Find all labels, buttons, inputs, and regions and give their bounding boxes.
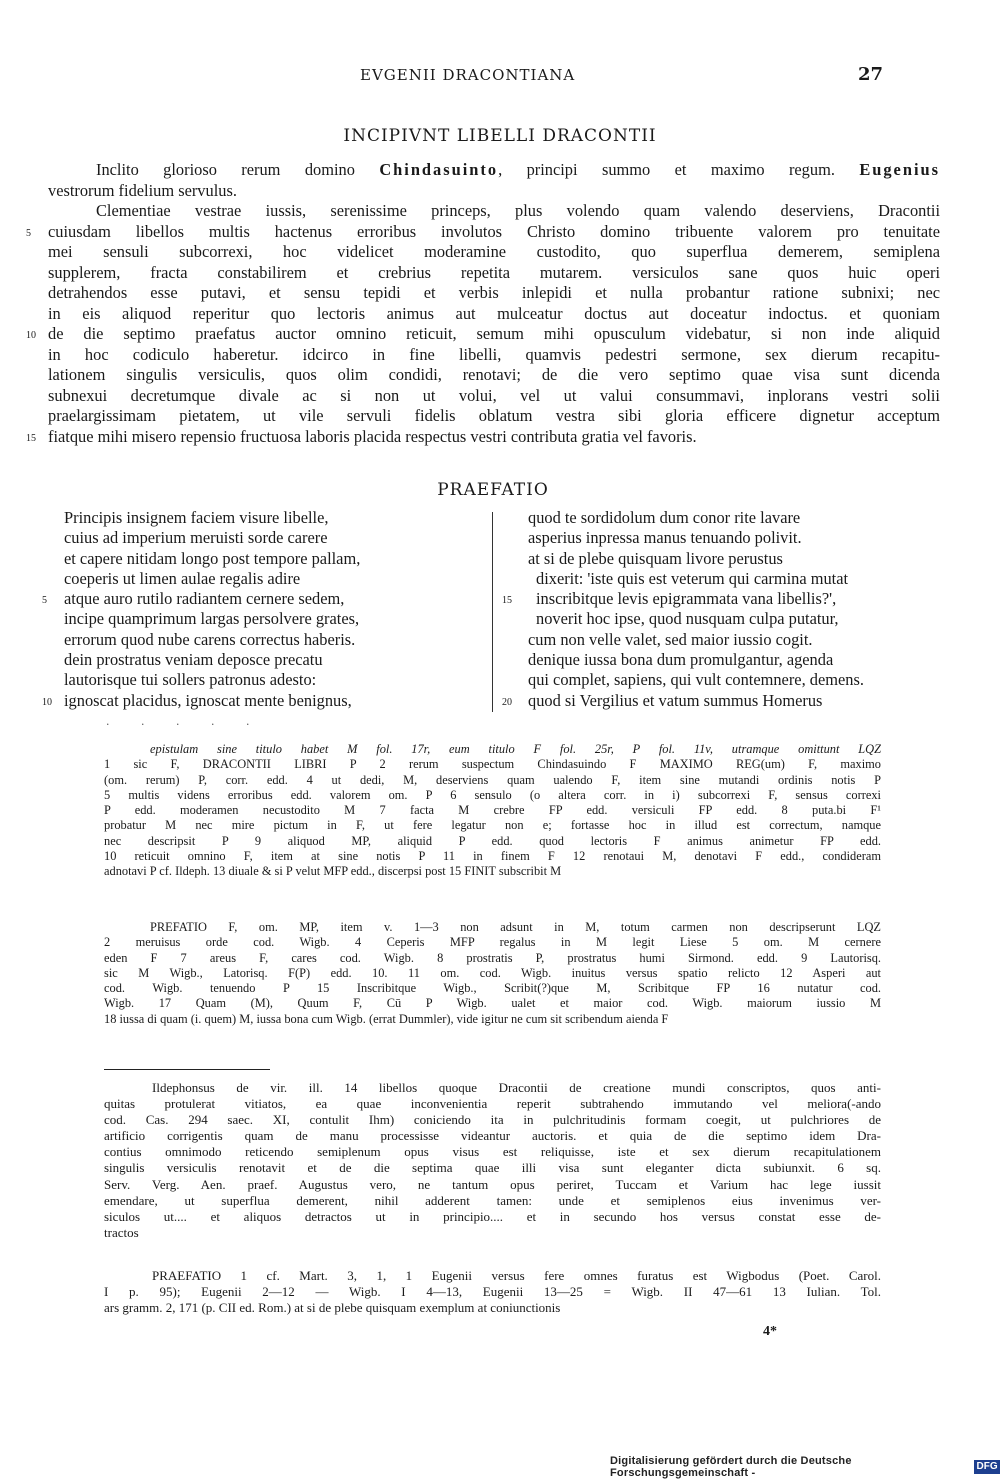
apparatus-line (104, 951, 881, 966)
line-text: PREFATIO F, om. MP, item v. 1—3 non adsunt in M, totum carmen non descripserunt LQZ (150, 920, 881, 934)
apparatus-line (104, 788, 881, 803)
apparatus-line (104, 864, 881, 879)
line-text: ars gramm. 2, 171 (p. CII ed. Rom.) at si de plebe quisquam exemplum at coniunctionis (104, 1300, 561, 1316)
line-text: artificio corrigentis quam de manu processisse videantur auctoris. et quia de die septimo idem Dra- (104, 1128, 881, 1144)
line-text: lautorisque tui sollers patronus adesto: (64, 670, 317, 690)
line-text: Principis insignem faciem visure libelle, (64, 508, 329, 527)
line-text: de die septimo praefatus auctor omnino reticuit, semum mihi opusculum videbatur, si non inde aliquid (48, 324, 940, 343)
line-text: singulis versiculis renotavit et de die septima quae illi visa sunt eleganter dicta subiunxit. 6 sq. (104, 1160, 881, 1176)
apparatus-line (104, 849, 881, 864)
apparatus-line (104, 834, 881, 849)
line-text: atque auro rutilo radiantem cernere sedem, (64, 589, 345, 609)
line-text: probatur M nec mire pictum in F, ut fere legatur non e; fortasse hoc in illud est correctum, namque (104, 818, 881, 833)
line-text: supplerem, fracta constabilirem et crebrius repetita mutarem. versiculos sane quos huic operi (48, 262, 940, 282)
verse-line (528, 508, 948, 528)
prose-line (26, 426, 940, 448)
line-text: inscribitque levis epigrammata vana libellis?', (536, 589, 837, 609)
verse-line (528, 670, 948, 690)
line-text: in hoc codiculo haberetur. idcirco in fine libelli, quamvis pedestri sermone, sex dierum recapitu- (48, 344, 940, 364)
line-text: Wigb. 17 Quam (M), Quum F, Cū P Wigb. ualet et maior cod. Wigb. maiorum iussio M (104, 996, 881, 1011)
apparatus-line (104, 742, 881, 757)
prose-line (48, 365, 940, 386)
line-text: denique iussa bona dum promulgantur, agenda (528, 650, 834, 670)
line-text: errorum quod nube carens correctus haberis. (64, 629, 356, 649)
line-text: PRAEFATIO 1 cf. Mart. 3, 1, 1 Eugenii versus fere omnes furatus est Wigbodus (Poet. Carol. (152, 1268, 881, 1283)
line-number: 20 (502, 696, 512, 708)
apparatus-line (104, 981, 881, 996)
verse-line (528, 609, 948, 629)
verse-column-left (42, 508, 464, 711)
prose-line (26, 324, 940, 345)
name-eugenius: Eugenius (859, 160, 940, 179)
page-number: 27 (858, 64, 884, 85)
name-chindasuinto: Chindasuinto (379, 160, 499, 179)
note-line (104, 1225, 881, 1241)
verse-line (502, 690, 948, 711)
note-line (104, 1300, 881, 1316)
note-line (104, 1096, 881, 1112)
note-line (104, 1177, 881, 1193)
note-line (104, 1112, 881, 1128)
line-text: incipe quamprimum largas persolvere grates, (64, 609, 360, 629)
line-text: I p. 95); Eugenii 2—12 — Wigb. I 4—13, Eugenii 13—25 = Wigb. II 47—61 13 Iulian. Tol. (104, 1284, 881, 1300)
verse-line (64, 528, 464, 548)
prose-line (48, 263, 940, 284)
dfg-footer (610, 1455, 1000, 1479)
column-divider (492, 512, 493, 712)
apparatus-line (104, 1012, 881, 1027)
source-notes-praefatio (104, 1268, 881, 1316)
line-text: siculos ut.... et aliquos detractos ut in principio.... et in secundo hos versus constat esse de- (104, 1208, 881, 1224)
apparatus-line (104, 757, 881, 772)
line-text: (om. rerum) P, corr. edd. 4 ut dedi, M, deserviens quam ualendo F, item sine mutandi ordinis notis P (104, 772, 881, 787)
line-number: 10 (42, 696, 52, 708)
dedication-line: vestrorum fidelium servulus. (48, 180, 237, 200)
prose-line (48, 304, 940, 325)
dfg-credit-text: Digitalisierung gefördert durch die Deutsche Forschungsgemeinschaft - (610, 1455, 852, 1479)
line-text: quod si Vergilius et vatum summus Homerus (528, 690, 823, 710)
note-line (104, 1160, 881, 1176)
line-number: 5 (42, 595, 47, 607)
verse-line (528, 569, 948, 589)
line-number: 5 (26, 227, 31, 239)
verse-line (64, 508, 464, 528)
note-line (104, 1209, 881, 1225)
apparatus-line (104, 996, 881, 1011)
line-text: sic M Wigb., Latorisq. F(P) edd. 10. 11 om. cod. Wigb. inuitus versus spatio relicto 12 Asperi aut (104, 965, 881, 980)
line-text: adnotavi P cf. Ildeph. 13 diuale & si P velut MFP edd., discerpsi post 15 FINIT subscribit M (104, 864, 562, 879)
line-text: coeperis ut limen aulae regalis adire (64, 568, 301, 588)
apparatus-line (104, 935, 881, 950)
line-number: 15 (502, 595, 512, 607)
apparatus-line (104, 920, 881, 935)
dfg-logo: DFG (974, 1460, 1000, 1474)
dedication-line: Inclito glorioso rerum domino Chindasuinto, principi summo et maximo regum. Eugenius (96, 160, 940, 179)
apparatus-line (104, 966, 881, 981)
note-line (104, 1080, 881, 1096)
dedication-letter (26, 160, 940, 447)
verse-line (64, 569, 464, 589)
line-text: 2 meruisus orde cod. Wigb. 4 Ceperis MFP regalus in M legit Liese 5 om. M cernere (104, 935, 881, 950)
verse-column-right (502, 508, 948, 711)
line-text: cuiusdam libellos multis hactenus erroribus involutos Christo domino tribuente valorem pro tenuitate (48, 221, 940, 241)
line-text: cod. Wigb. tenuendo P 15 Inscribitque Wigb., Scribit(?)que M, Scribitque FP 16 nutatur cod. (104, 981, 881, 996)
line-text: 1 sic F, DRACONTII LIBRI P 2 rerum suspectum Chindasuindo F MAXIMO REG(um) F, maximo (104, 757, 881, 772)
line-text: lationem singulis versiculis, quos olim condidi, renotavi; de die vero septimo quae visa sunt dicenda (48, 365, 940, 384)
line-text: tractos (104, 1224, 139, 1240)
verse-line (64, 609, 464, 629)
line-text: mei sensuli subcorrexi, hoc videlicet moderamine custodito, quo superflua demerem, semiplena (48, 242, 940, 261)
line-text: subnexui decretumque divale ac si non ut volui, vel ut valui consummavi, inplorans vestri solii (48, 385, 940, 405)
line-text: cuius ad imperium meruisti sorde carere (64, 528, 328, 548)
line-text: fiatque mihi misero repensio fructuosa laboris placida respectus vestri contributa gratia vel favoris. (48, 426, 697, 446)
line-text: quitas protulerat vitiatos, ea quae inconvenientia reperit subtrahendo immutando vel meliora(-ando (104, 1096, 881, 1112)
line-text: noverit hoc ipse, quod nusquam culpa putatur, (536, 609, 839, 629)
line-text: Clementiae vestrae iussis, serenissime princeps, plus volendo quam valendo deserviens, Dracontii (96, 201, 940, 220)
line-text: in eis aliquod reperitur quo lectoris animus aut mulceatur doctus aut doceatur indoctus. et quoniam (48, 303, 940, 323)
line-text: epistulam sine titulo habet M fol. 17r, eum titulo F fol. 25r, P fol. 11v, utramque omittunt LQZ (150, 742, 881, 756)
prose-line (48, 386, 940, 407)
prose-line (48, 201, 940, 222)
line-text: Serv. Verg. Aen. praef. Augustus vero, ne tantum opus periret, Tuccam et Varium hac lege iussit (104, 1176, 881, 1192)
verse-line (528, 630, 948, 650)
prose-line (26, 221, 940, 243)
line-text: Ildephonsus de vir. ill. 14 libellos quoque Dracontii de creatione mundi conscriptos, quos anti- (152, 1080, 881, 1095)
line-text: eden F 7 areus F, cares cod. Wigb. 8 prostratis P, prostratus humi Sirmond. edd. 9 Lautorisq. (104, 950, 881, 965)
line-number: 10 (26, 330, 36, 341)
line-number: 15 (26, 432, 36, 444)
line-text: asperius inpressa manus tenuando polivit. (528, 528, 802, 548)
line-text: cum non velle valet, sed maior iussio cogit. (528, 629, 813, 649)
note-line (104, 1268, 881, 1284)
line-text: nec descripsit P 9 aliquod MP, aliquid P edd. quod lectoris F animus animetur FP edd. (104, 833, 881, 848)
verse-line (64, 549, 464, 569)
verse-line (64, 650, 464, 670)
line-text: contius omnimodo reticendo semiplenum opus visus est reliquisse, iste et sex dierum recapitulationem (104, 1144, 881, 1160)
apparatus-line (104, 803, 881, 818)
note-line (104, 1284, 881, 1300)
apparatus-line (104, 818, 881, 833)
line-text: 18 iussa di quam (i. quem) M, iussa bona cum Wigb. (errat Dummler), vide igitur ne cum sit scribendum aienda F (104, 1011, 669, 1026)
verse-line (528, 549, 948, 569)
line-text: dixerit: 'iste quis est veterum qui carmina mutat (536, 568, 849, 588)
line-text: P edd. moderamen necustodito M 7 facta M crebre FP edd. versiculi FP edd. 8 puta.bi F¹ (104, 803, 881, 818)
line-text: emendare, ut superflua demerent, nihil adderent tamen: unde et semiplenos eius invenimus ver- (104, 1192, 881, 1208)
prose-line (48, 242, 940, 263)
note-line (104, 1128, 881, 1144)
verse-line (528, 528, 948, 548)
prose-line (48, 406, 940, 427)
line-text: at si de plebe quisquam livore perustus (528, 548, 783, 568)
note-line (104, 1193, 881, 1209)
critical-apparatus-letter (104, 742, 881, 880)
prose-line (48, 345, 940, 366)
footnote-rule (104, 1069, 270, 1070)
note-line (104, 1144, 881, 1160)
lacuna-dots: · · · · · (106, 718, 264, 731)
line-text: et capere nitidam longo post tempore pallam, (64, 548, 361, 568)
running-title: EVGENII DRACONTIANA (360, 66, 576, 84)
incipit-heading: INCIPIVNT LIBELLI DRACONTII (343, 126, 657, 146)
line-text: detrahendos esse putavi, et sensu tepidi et verbis inlepidi et nulla probantur ratione subnixi; nec (48, 283, 940, 302)
line-text: 5 multis videns erroribus edd. valorem om. P 6 sensulo (o altera corr. in i) subcorrexi F, sensus correxi (104, 787, 881, 802)
line-text: cod. Cas. 294 saec. XI, contulit Ihm) coniciendo ita in pulchritudinis formam coegit, ut pulchriores de (104, 1112, 881, 1128)
source-notes-ildephonsus (104, 1080, 881, 1241)
verse-line (528, 650, 948, 670)
verse-line (42, 690, 464, 711)
verse-line (42, 589, 464, 609)
verse-line (64, 670, 464, 690)
line-text: 10 reticuit omnino F, item at sine notis P 11 in finem F 12 renotaui M, denotavi F edd., condideram (104, 849, 881, 864)
line-text: quod te sordidolum dum conor rite lavare (528, 508, 801, 527)
praefatio-heading: PRAEFATIO (437, 480, 549, 500)
verse-line (502, 589, 948, 609)
prose-line (48, 283, 940, 304)
verse-line (64, 630, 464, 650)
line-text: dein prostratus veniam deposce precatu (64, 650, 323, 670)
apparatus-line (104, 773, 881, 788)
running-head (0, 66, 1000, 88)
line-text: qui complet, sapiens, qui vult contemnere, demens. (528, 670, 864, 690)
line-text: praelargissimam pietatem, ut vile servuli fidelis oblatum vestra sibi gloria efficere dignetur acceptum (48, 406, 940, 425)
line-text: ignoscat placidus, ignoscat mente benignus, (64, 690, 352, 710)
printer-signature: 4* (763, 1324, 777, 1339)
critical-apparatus-praefatio (104, 920, 881, 1027)
